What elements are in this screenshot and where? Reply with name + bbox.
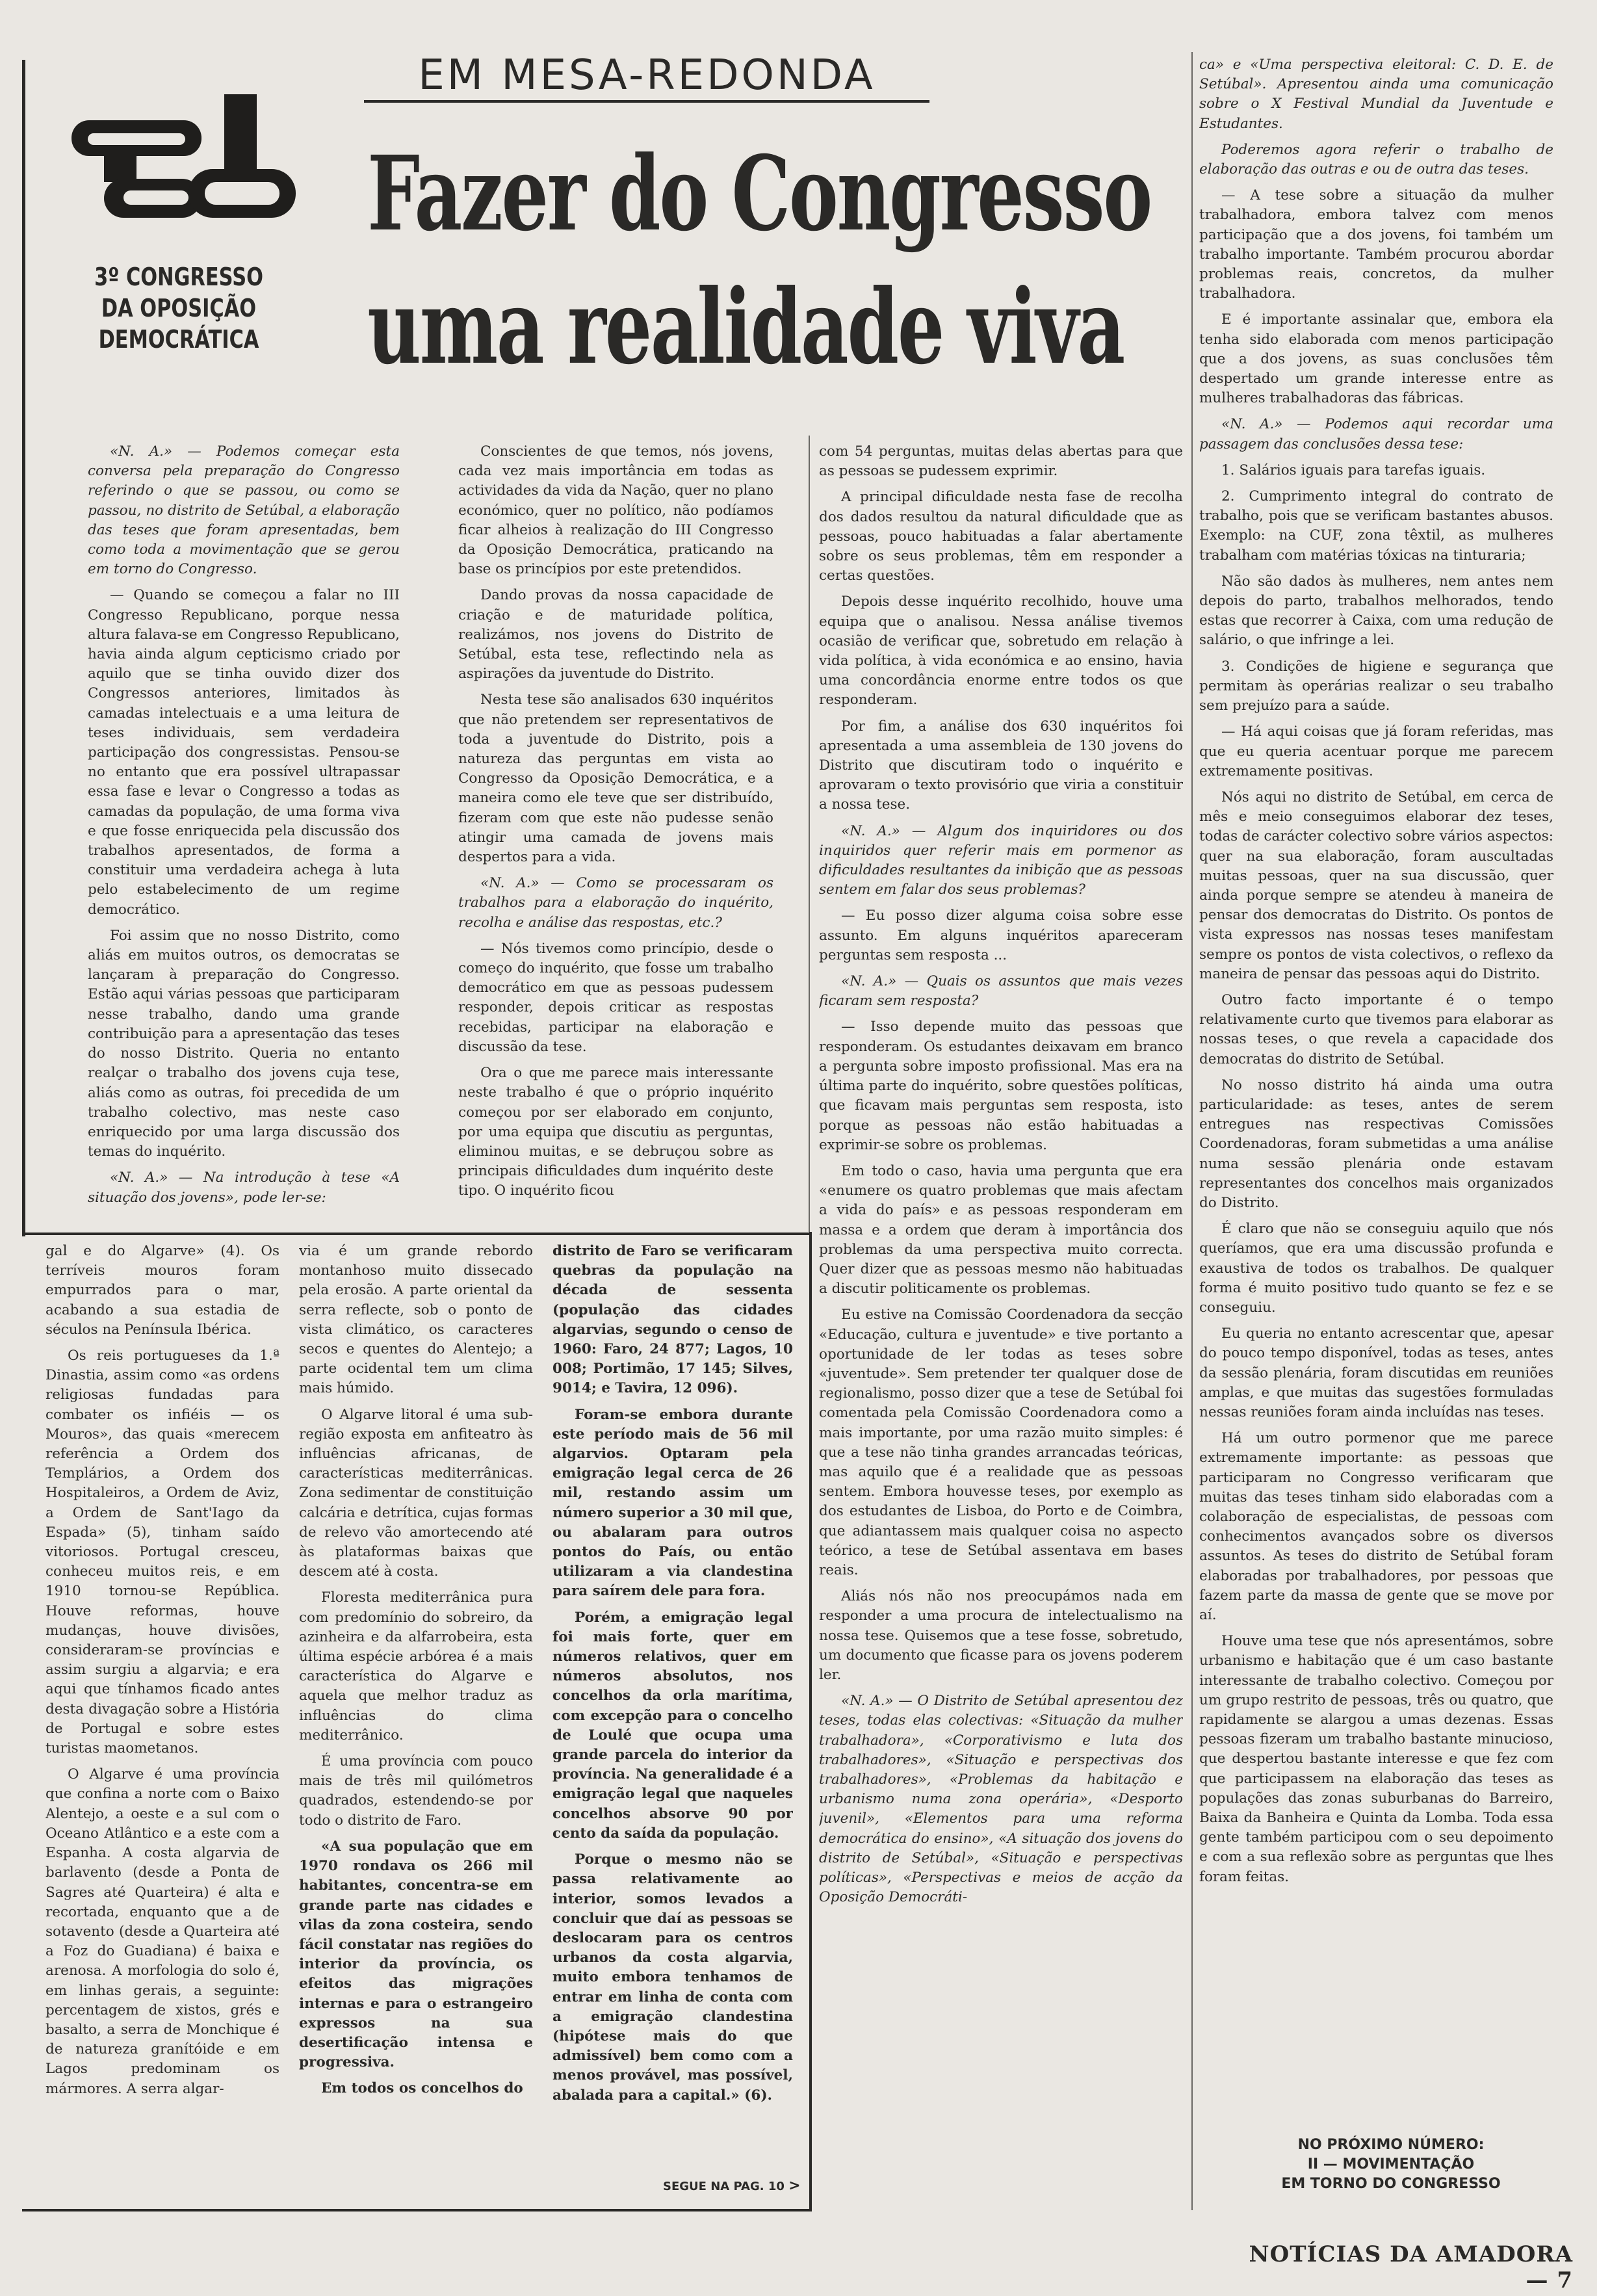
paragraph: Não são dados às mulheres, nem antes nem depois do parto, trabalhos melhorados, tendo estas que recorrer à Caixa, com uma redução de salário, o que infringe a lei. (1199, 573, 1553, 649)
paragraph: gal e do Algarve» (4). Os terríveis mouros foram empurrados para o mar, acabando a sua estadia de séculos na Península Ibérica. (45, 1243, 279, 1338)
congress-label (83, 261, 275, 355)
paragraph: Por fim, a análise dos 630 inquéritos foi apresentada a uma assembleia de 130 jovens do Distrito que discutiram todo o inquérito e aprovaram o texto provisório que viria a constituir a nossa tese. (819, 718, 1183, 813)
footer-title: NOTÍCIAS DA AMADORA — 7 (1249, 2241, 1573, 2293)
paragraph: Os reis portugueses da 1.ª Dinastia, assim como «as ordens religiosas fundadas para combater os infiéis — os Mouros», das quais «merecem referência a Ordem dos Templários, a Ordem dos Hospitaleiros, a Ordem de Aviz, a Ordem de Sant'Iago da Espada» (5), tinham saído vitoriosos. Portugal cresceu, conheceu muitos reis, e em 1910 tornou-se República. Houve reformas, houve mudanças, houve divisões, consideraram-se províncias e assim surgiu a algarvia; e era aqui que tínhamos ficado antes desta divagação sobre a História de Portugal e sobre estes turistas maometanos. (45, 1348, 279, 1757)
logo-area (65, 85, 305, 354)
paragraph: No nosso distrito há ainda uma outra particularidade: as teses, antes de serem entregues nas respectivas Comissões Coordenadoras, foram submetidas a uma análise numa sessão plenária onde estavam representantes dos concelhos mais organizados do Distrito. (1199, 1076, 1553, 1211)
paragraph: O Algarve litoral é uma sub-região exposta em anfiteatro às influências africanas, de características mediterrânicas. Zona sedimentar de constituição calcária e detrítica, cujas formas de relevo vão amortecendo até às plataformas baixas que descem até à costa. (299, 1406, 533, 1580)
paragraph: Dando provas da nossa capacidade de criação e de maturidade política, realizámos, nos jovens do Distrito de Setúbal, esta tese, reflectindo nela as aspirações da juventude do Distrito. (458, 587, 773, 683)
paragraph: «N. A.» — Quais os assuntos que mais vezes ficaram sem resposta? (819, 973, 1183, 1010)
paragraph: É claro que não se conseguiu aquilo que nós queríamos, que era uma discussão profunda e exaustiva de todos os trabalhos. De qualquer forma é muito positivo tudo quanto se fez e se conseguiu. (1199, 1221, 1553, 1316)
paragraph: 1. Salários iguais para tarefas iguais. (1221, 462, 1486, 478)
paragraph: distrito de Faro se verificaram quebras da população na década de sessenta (população das cidades algarvias, segundo o censo de 1960: Faro, 24 877; Lagos, 10 008; Portimão, 17 145; Silves, 9014; e Tavira, 12 096). (552, 1243, 793, 1397)
algarve-column-1 (45, 1242, 279, 2191)
algarve-column-3 (552, 1242, 793, 2158)
congress-logo-icon (65, 85, 305, 254)
paragraph: Houve uma tese que nós apresentámos, sobre urbanismo e habitação que é um caso bastante interessante de trabalho colectivo. Começou por um grupo restrito de pessoas, três ou quatro, que rapidamente se alargou a umas dezenas. Essas pessoas fizeram um trabalho bastante minucioso, que despertou bastante interesse e que fez com que participassem na elaboração das teses as populações das zonas suburbanas do Barreiro, Baixa da Banheira e Quinta da Lomba. Toda essa gente também participou com o seu depoimento e com a sua reflexão sobre as perguntas que lhes foram feitas. (1199, 1633, 1553, 1885)
next-issue-line-1: NO PRÓXIMO NÚMERO: (1297, 2137, 1485, 2153)
paragraph: Foi assim que no nosso Distrito, como aliás em muitos outros, os democratas se lançaram à preparação do Congresso. Estão aqui várias pessoas que participaram nesse trabalho, dando uma grande contribuição para a apresentação das teses do nosso Distrito. Queria no entanto realçar o trabalho dos jovens cuja tese, aliás como as outras, foi precedida de um trabalho colectivo, mas neste caso enriquecido por uma larga discussão dos temas do inquérito. (88, 927, 400, 1160)
paragraph: via é um grande rebordo montanhoso muito dissecado pela erosão. A parte oriental da serra reflecte, sob o ponto de vista climático, os caracteres secos e quentes do Alentejo; a parte ocidental tem um clima mais húmido. (299, 1243, 533, 1397)
paragraph: Aliás nós não nos preocupámos nada em responder a uma procura de intelectualismo na nossa tese. Quisemos que a tese fosse, sobretudo, um documento que ficasse para os jovens poderem ler. (819, 1588, 1183, 1683)
next-issue-line-3: EM TORNO DO CONGRESSO (1281, 2176, 1501, 2192)
paragraph: 2. Cumprimento integral do contrato de trabalho, pois que se verificam bastantes abusos. Exemplo: na CUF, zona têxtil, as mulheres trabalham com matérias tóxicas na tinturaria; (1199, 488, 1553, 564)
paragraph: «N. A.» — Podemos aqui recordar uma passagem das conclusões dessa tese: (1199, 416, 1553, 452)
paragraph: «N. A.» — Como se processaram os trabalhos para a elaboração do inquérito, recolha e análise das respostas, etc.? (458, 875, 773, 931)
paragraph: com 54 perguntas, muitas delas abertas para que as pessoas se pudessem exprimir. (819, 443, 1183, 480)
paragraph: O Algarve é uma província que confina a norte com o Baixo Alentejo, a oeste e a sul com o Oceano Atlântico e a este com a Espanha. A costa algarvia de barlavento (desde a Ponta de Sagres até Quarteira) é alta e recortada, enquanto que a de sotavento (desde a Quarteira até a Foz do Guadiana) é baixa e arenosa. A morfologia do solo é, em linhas gerais, a seguinte: percentagem de xistos, grés e basalto, a serra de Monchique é de natureza granítóide e em Lagos predominam os mármores. A serra algar- (45, 1766, 279, 2097)
paragraph: Poderemos agora referir o trabalho de elaboração das outras e ou de outra das teses. (1199, 141, 1553, 178)
paragraph: Nós aqui no distrito de Setúbal, em cerca de mês e meio conseguimos elaborar dez teses, todas de carácter colectivo sobre vários aspectos: quer na sua elaboração, foram auscultadas muitas pessoas, quer na sua discussão, quer ainda porque sempre se atendeu à maneira de pensar dos democratas do Distrito. Os pontos de vista expressos nas nossas teses manifestam sempre os pontos de vista colectivos, o reflexo da maneira de pensar das pessoas aqui do Distrito. (1199, 789, 1553, 982)
paragraph: «N. A.» — O Distrito de Setúbal apresentou dez teses, todas elas colectivas: «Situação da mulher trabalhadora», «Corporativismo e luta dos trabalhadores», «Situação e perspectivas dos trabalhadores», «Problemas da habitação e urbanismo numa zona operária», «Desporto juvenil», «Elementos para uma reforma democrática do ensino», «A situação dos jovens do distrito de Setúbal», «Situação e perspectivas políticas», «Perspectivas e meios de acção da Oposição Democráti- (819, 1693, 1183, 1906)
paragraph: Depois desse inquérito recolhido, houve uma equipa que o analisou. Nessa análise tivemos ocasião de verificar que, sobretudo em relação à vida política, à vida económica e ao ensino, havia uma concordância enorme entre todos os que responderam. (819, 594, 1183, 709)
section-divider-rule (809, 1232, 812, 2210)
paragraph: — Nós tivemos como princípio, desde o começo do inquérito, que fosse um trabalho democrático em que as pessoas pudessem responder, depois criticar as respostas recebidas, participar na elaboração e discussão da tese. (458, 940, 773, 1055)
article-bottom-rule (22, 1233, 812, 1235)
paragraph: «N. A.» — Algum dos inquiridores ou dos inquiridos quer referir mais em pormenor as dificuldades resultantes da inibição que as pessoas sentem em falar dos seus problemas? (819, 822, 1183, 898)
paragraph: «N. A.» — Podemos começar esta conversa pela preparação do Congresso referindo o que se passou, ou como se passou, no distrito de Setúbal, a elaboração das teses que foram apresentadas, bem como toda a movimentação que se gerou em torno do Congresso. (88, 443, 400, 578)
next-issue-line-2: II — MOVIMENTAÇÃO (1307, 2156, 1475, 2172)
paragraph: Porque o mesmo não se passa relativamente ao interior, somos levados a concluir que daí as pessoas se deslocaram para os centros urbanos da costa algarvia, muito embora tenhamos de entrar em linha de conta com a emigração clandestina (hipótese mais do que admissível) bem como com a menos provável, mas possível, abalada para a capital.» (6). (552, 1851, 793, 2104)
article-column-4 (1199, 55, 1553, 2122)
page-bottom-rule (22, 2209, 812, 2211)
kicker: EM MESA-REDONDA (364, 51, 929, 103)
arrow-right-icon: > (788, 2178, 801, 2194)
paragraph: É uma província com pouco mais de três mil quilómetros quadrados, estendendo-se por todo o distrito de Faro. (299, 1753, 533, 1829)
paragraph: Em todo o caso, havia uma pergunta que era «enumere os quatro problemas que mais afectam a vida do país» e as pessoas responderam em massa e a ordem que deram à importância dos problemas da uma perspectiva muito correcta. Quer dizer que as pessoas mesmo não habituadas a discutir politicamente os problemas. (819, 1162, 1183, 1298)
algarve-column-2 (299, 1242, 533, 2191)
paragraph: — Quando se começou a falar no III Congresso Republicano, porque nessa altura falava-se em Congresso Republicano, havia ainda algum cepticismo criado por aquilo que se tinha ouvido dizer dos Congressos anteriores, limitados às camadas intelectuais e a uma leitura de teses individuais, sem verdadeira participação dos congressistas. Pensou-se no entanto que era possível ultrapassar essa fase e levar o Congresso a todas as camadas da população, de uma forma viva e que fosse enriquecida pela discussão dos trabalhos apresentados, de forma a constituir uma verdadeira achega à luta pelo estabelecimento de um regime democrático. (88, 587, 400, 918)
next-issue-box (1209, 2135, 1573, 2194)
column-rule-right (1191, 52, 1193, 2210)
left-border-rule (22, 60, 25, 1236)
paragraph: Eu estive na Comissão Coordenadora da secção «Educação, cultura e juventude» e tive portanto a oportunidade de ler todas as teses sobre «juventude». Sem pretender ter qualquer dose de regionalismo, posso dizer que a tese de Setúbal foi comentada pela Comissão Coordenadora como a mais importante, por uma razão muito simples: é que a tese não tinha grandes arrancadas teóricas, mas aquilo que é a realidade que as pessoas sentem. Embora houvesse teses, por exemplo as dos estudantes de Lisboa, do Porto e de Coimbra, que adiantassem mais qualquer coisa no aspecto teórico, a tese de Setúbal assentava em bases reais. (819, 1307, 1183, 1578)
paragraph: Floresta mediterrânica pura com predomínio do sobreiro, da azinheira e da alfarrobeira, esta última espécie arbórea é a mais característica do Algarve e aquela que melhor traduz as influências do clima mediterrânico. (299, 1589, 533, 1743)
paragraph: Em todos os concelhos do (321, 2080, 523, 2097)
paragraph: — Isso depende muito das pessoas que responderam. Os estudantes deixavam em branco a pergunta sobre imposto profissional. Mas era na última parte do inquérito, sobre questões políticas, que ficavam mais perguntas sem resposta, isto porque as pessoas não estão habituadas a exprimir-se sobre os problemas. (819, 1019, 1183, 1153)
congress-label-line-2: DA OPOSIÇÃO (101, 294, 257, 322)
paragraph: A principal dificuldade nesta fase de recolha dos dados resultou da natural dificuldade que as pessoas, pouco habituadas a falar abertamente sobre os seus problemas, têm em responder a certas questões. (819, 489, 1183, 584)
continue-text: SEGUE NA PAG. 10 (663, 2180, 785, 2193)
paragraph: Ora o que me parece mais interessante neste trabalho é que o próprio inquérito começou por ser elaborado em conjunto, por uma equipa que discutiu as perguntas, eliminou muitas, e se debruçou sobre as principais dificuldades dum inquérito deste tipo. O inquérito ficou (458, 1065, 773, 1199)
column-rule-mid (809, 436, 810, 1232)
article-column-2 (458, 442, 773, 1229)
congress-label-line-1: 3º CONGRESSO (94, 263, 263, 291)
paragraph: «A sua população que em 1970 rondava os 266 mil habitantes, concentra-se em grande parte nas cidades e vilas da zona costeira, sendo fácil constatar nas regiões do interior da província, os efeitos das migrações internas e para o estrangeiro expressos na sua desertificação intensa e progressiva. (299, 1838, 533, 2071)
paragraph: 3. Condições de higiene e segurança que permitam às operárias realizar o seu trabalho sem prejuízo para a saúde. (1199, 658, 1553, 714)
paragraph: ca» e «Uma perspectiva eleitoral: C. D. E. de Setúbal». Apresentou ainda uma comunicação sobre o X Festival Mundial da Juventude e Estudantes. (1199, 57, 1553, 132)
paragraph: Há um outro pormenor que me parece extremamente importante: as pessoas que participaram no Congresso verificaram que muitas das teses tinham sido elaboradas com a colaboração de especialistas, de pessoas com conhecimentos avançados sobre os diversos assuntos. As teses do distrito de Setúbal foram elaboradas por trabalhadores, por pessoas que fazem parte da massa de gente que se move por aí. (1199, 1430, 1553, 1624)
paragraph: «N. A.» — Na introdução à tese «A situação dos jovens», pode ler-se: (88, 1169, 400, 1206)
paragraph: Nesta tese são analisados 630 inquéritos que não pretendem ser representativos de toda a juventude do Distrito, pois a natureza das perguntas em vista ao Congresso da Oposição Democrática, e a maneira como ele teve que ser distribuído, fizeram com que este não pudesse senão atingir uma camada de jovens mais despertos para a vida. (458, 692, 773, 866)
paragraph: — A tese sobre a situação da mulher trabalhadora, embora talvez com menos participação que a dos jovens, foi também um trabalho importante. Também procurou abordar problemas reais, concretos, da mulher trabalhadora. (1199, 187, 1553, 302)
paragraph: Conscientes de que temos, nós jovens, cada vez mais importância em todas as actividades da vida da Nação, quer no plano económico, quer no político, não podíamos ficar alheios à realização do III Congresso da Oposição Democrática, praticando na base os princípios por este pretendidos. (458, 443, 773, 578)
headline-line-1: Fazer do Congresso (367, 134, 1152, 254)
paragraph: Porém, a emigração legal foi mais forte, quer em números relativos, quer em números absolutos, nos concelhos da orla marítima, com excepção para o concelho de Loulé que ocupa uma grande parcela do interior da província. Na generalidade é a emigração legal que naqueles concelhos absorve 90 por cento da saída da população. (552, 1609, 793, 1842)
congress-label-line-3: DEMOCRÁTICA (98, 325, 259, 354)
paragraph: — Eu posso dizer alguma coisa sobre esse assunto. Em alguns inquéritos apareceram perguntas sem resposta ... (819, 907, 1183, 963)
headline-line-2: uma realidade viva (367, 267, 1124, 387)
paragraph: Outro facto importante é o tempo relativamente curto que tivemos para elaborar as nossas teses, o que revela a capacidade dos democratas do distrito de Setúbal. (1199, 991, 1553, 1067)
paragraph: E é importante assinalar que, embora ela tenha sido elaborada com menos participação que a dos jovens, as suas conclusões têm despertado um grande interesse entre as mulheres trabalhadoras das fábricas. (1199, 311, 1553, 407)
paragraph: — Há aqui coisas que já foram referidas, mas que eu queria acentuar porque me parecem extremamente positivas. (1199, 724, 1553, 779)
paragraph: Eu queria no entanto acrescentar que, apesar do pouco tempo disponível, todas as teses, antes da sessão plenária, foram discutidas em reuniões amplas, e que muitas das sugestões formuladas nessas reuniões foram ainda incluídas nas teses. (1199, 1325, 1553, 1420)
article-column-1 (88, 442, 400, 1229)
continue-notice (663, 2178, 806, 2194)
article-column-3 (819, 442, 1183, 2197)
paragraph: Foram-se embora durante este período mais de 56 mil algarvios. Optaram pela emigração legal cerca de 26 mil, restando assim um número superior a 30 mil que, ou abalaram para outros pontos do País, ou então utilizaram a via clandestina para saírem dele para fora. (552, 1406, 793, 1600)
